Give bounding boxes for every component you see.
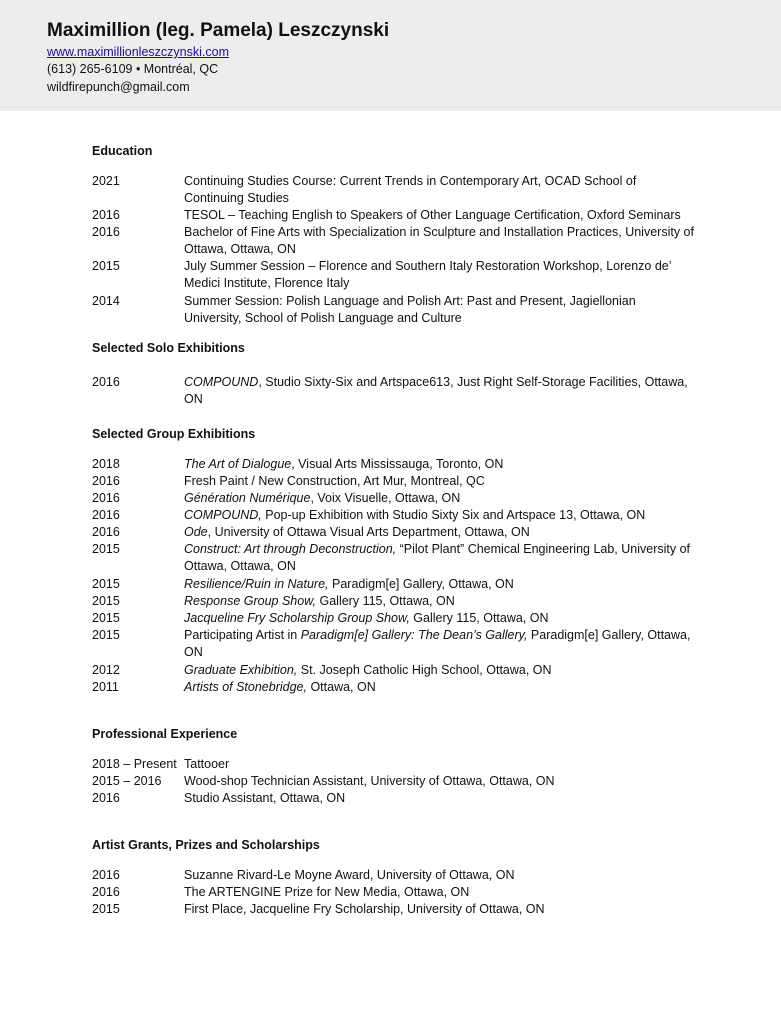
experience-row: 2018 – Present Tattooer xyxy=(92,757,230,771)
phone-location: (613) 265-6109 • Montréal, QC xyxy=(47,62,219,76)
group-row: 2011 Artists of Stonebridge, Ottawa, ON xyxy=(92,680,376,694)
education-row: 2016 Bachelor of Fine Arts with Specialization in Sculpture and Installation Practices, University of Ottawa, Ottawa, ON xyxy=(92,225,694,257)
group-row: 2015 Jacqueline Fry Scholarship Group Show, Gallery 115, Ottawa, ON xyxy=(92,611,549,625)
website-line xyxy=(47,45,229,59)
education-row: 2021 Continuing Studies Course: Current Trends in Contemporary Art, OCAD School of Continuing Studies xyxy=(92,174,637,206)
solo-heading: Selected Solo Exhibitions xyxy=(92,341,245,355)
group-row: 2015 Construct: Art through Deconstruction, “Pilot Plant” Chemical Engineering Lab, University of Ottawa, Ottawa, ON xyxy=(92,542,691,574)
group-row: 2016 COMPOUND, Pop-up Exhibition with Studio Sixty Six and Artspace 13, Ottawa, ON xyxy=(92,508,646,522)
header-band xyxy=(0,0,781,111)
education-row: 2016 TESOL – Teaching English to Speakers of Other Language Certification, Oxford Seminars xyxy=(92,208,681,222)
group-heading: Selected Group Exhibitions xyxy=(92,427,256,441)
group-row: 2016 Fresh Paint / New Construction, Art Mur, Montreal, QC xyxy=(92,474,485,488)
education-row: 2014 Summer Session: Polish Language and Polish Art: Past and Present, Jagiellonian University, School of Polish Language and Culture xyxy=(92,294,636,326)
education-row: 2015 July Summer Session – Florence and Southern Italy Restoration Workshop, Lorenzo de’ Medici Institute, Florence Italy xyxy=(92,259,672,291)
experience-row: 2016 Studio Assistant, Ottawa, ON xyxy=(92,791,346,805)
group-row: 2015 Response Group Show, Gallery 115, Ottawa, ON xyxy=(92,594,455,608)
group-row: 2012 Graduate Exhibition, St. Joseph Catholic High School, Ottawa, ON xyxy=(92,663,552,677)
grants-heading: Artist Grants, Prizes and Scholarships xyxy=(92,838,320,852)
group-row: 2015 Participating Artist in Paradigm[e] Gallery: The Dean’s Gallery, Paradigm[e] Gallery, Ottawa, ON xyxy=(92,628,691,660)
solo-row: 2016 COMPOUND, Studio Sixty-Six and Artspace613, Just Right Self-Storage Facilities, Ottawa, ON xyxy=(92,375,688,407)
experience-row: 2015 – 2016 Wood-shop Technician Assistant, University of Ottawa, Ottawa, ON xyxy=(92,774,555,788)
group-row: 2018 The Art of Dialogue, Visual Arts Mississauga, Toronto, ON xyxy=(92,457,504,471)
education-heading: Education xyxy=(92,144,153,158)
group-row: 2016 Ode, University of Ottawa Visual Arts Department, Ottawa, ON xyxy=(92,525,530,539)
grants-row: 2015 First Place, Jacqueline Fry Scholarship, University of Ottawa, ON xyxy=(92,902,545,916)
grants-row: 2016 The ARTENGINE Prize for New Media, Ottawa, ON xyxy=(92,885,470,899)
group-row: 2015 Resilience/Ruin in Nature, Paradigm[e] Gallery, Ottawa, ON xyxy=(92,577,514,591)
email: wildfirepunch@gmail.com xyxy=(47,80,190,94)
grants-row: 2016 Suzanne Rivard-Le Moyne Award, University of Ottawa, ON xyxy=(92,868,515,882)
group-row: 2016 Génération Numérique, Voix Visuelle, Ottawa, ON xyxy=(92,491,461,505)
website-link[interactable]: www.maximillionleszczynski.com xyxy=(47,45,229,59)
experience-heading: Professional Experience xyxy=(92,727,238,741)
page-title: Maximillion (leg. Pamela) Leszczynski xyxy=(47,20,390,41)
